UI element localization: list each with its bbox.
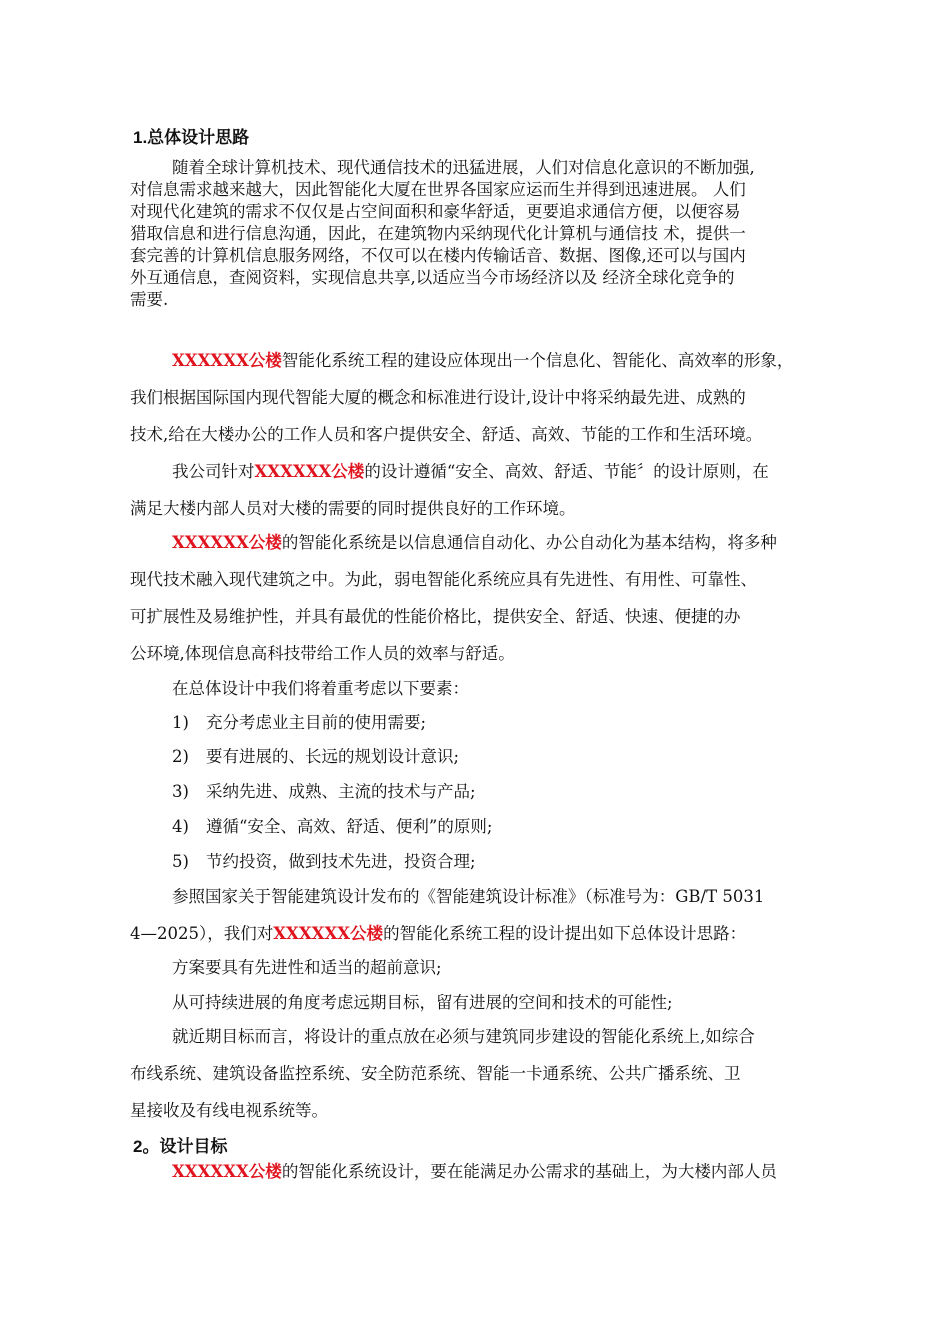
design-idea-sustainable: 从可持续进展的角度考虑远期目标，留有进展的空间和技术的可能性; — [172, 993, 673, 1012]
text-line: 现代技术融入现代建筑之中。为此，弱电智能化系统应具有先进性、有用性、可靠性、 — [130, 570, 757, 589]
text-line: XXXXXX公楼的智能化系统是以信息通信自动化、办公自动化为基本结构，将多种 — [172, 533, 777, 552]
section-1-heading: 1.总体设计思路 — [133, 128, 250, 147]
list-item: 5) 节约投资，做到技术先进，投资合理; — [172, 852, 476, 871]
text-line: XXXXXX公楼智能化系统工程的建设应体现出一个信息化、智能化、高效率的形象， — [172, 351, 794, 370]
text-line: 就近期目标而言，将设计的重点放在必须与建筑同步建设的智能化系统上,如综合 — [172, 1027, 755, 1046]
text-line: 技术,给在大楼办公的工作人员和客户提供安全、舒适、高效、节能的工作和生活环境。 — [130, 425, 763, 444]
text-line: 对信息需求越来越大，因此智能化大厦在世界各国家应运而生并得到迅速进展。 人们 — [130, 180, 746, 199]
text-line: 猎取信息和进行信息沟通，因此，在建筑物内采纳现代化计算机与通信技 术，提供一 — [130, 224, 746, 243]
paragraph-project-goal — [130, 342, 852, 453]
text-line: 布线系统、建筑设备监控系统、安全防范系统、智能一卡通系统、公共广播系统、卫 — [130, 1064, 741, 1083]
text-line: 参照国家关于智能建筑设计发布的《智能建筑设计标准》（标准号为：GB/T 5031 — [172, 887, 765, 906]
text-line: 外互通信息，查阅资料，实现信息共享,以适应当今市场经济以及 经济全球化竞争的 — [130, 268, 735, 287]
project-name: XXXXXX公楼 — [172, 1162, 282, 1181]
paragraph-intro — [130, 157, 852, 311]
project-name: XXXXXX公楼 — [254, 462, 365, 481]
project-name: XXXXXX公楼 — [172, 533, 282, 552]
list-item: 2) 要有进展的、长远的规划设计意识; — [172, 747, 460, 766]
text-line: 4—2025），我们对XXXXXX公楼的智能化系统工程的设计提出如下总体设计思路： — [130, 924, 747, 943]
section-2-heading: 2。设计目标 — [133, 1137, 228, 1156]
design-idea-advanced: 方案要具有先进性和适当的超前意识; — [172, 958, 442, 977]
paragraph-design-principle — [130, 453, 852, 527]
text-line: 我们根据国际国内现代智能大厦的概念和标准进行设计,设计中将采纳最先进、成熟的 — [130, 388, 746, 407]
list-item: 3) 采纳先进、成熟、主流的技术与产品; — [172, 782, 476, 801]
text-line: 套完善的计算机信息服务网络，不仅可以在楼内传输话音、数据、图像,还可以与国内 — [130, 246, 746, 265]
text-line: 对现代化建筑的需求不仅仅是占空间面积和豪华舒适，更要追求通信方便，以便容易 — [130, 202, 741, 221]
text-line: 星接收及有线电视系统等。 — [130, 1101, 328, 1120]
project-name: XXXXXX公楼 — [172, 351, 282, 370]
paragraph-design-goal: XXXXXX公楼的智能化系统设计，要在能满足办公需求的基础上，为大楼内部人员 — [172, 1162, 777, 1181]
project-name: XXXXXX公楼 — [273, 924, 384, 943]
paragraph-near-term — [130, 1018, 852, 1129]
text-line: 可扩展性及易维护性，并具有最优的性能价格比，提供安全、舒适、快速、便捷的办 — [130, 607, 741, 626]
text-line: 随着全球计算机技术、现代通信技术的迅猛进展，人们对信息化意识的不断加强, — [172, 158, 755, 177]
text-line: 需要. — [130, 290, 169, 309]
text-line: 我公司针对XXXXXX公楼的设计遵循“安全、高效、舒适、节能〞的设计原则，在 — [172, 462, 769, 481]
list-item: 1) 充分考虑业主目前的使用需要; — [172, 713, 427, 732]
text-line: 公环境,体现信息高科技带给工作人员的效率与舒适。 — [130, 644, 515, 663]
paragraph-standard-reference — [130, 878, 852, 952]
list-intro: 在总体设计中我们将着重考虑以下要素： — [172, 679, 469, 698]
text-line: 满足大楼内部人员对大楼的需要的同时提供良好的工作环境。 — [130, 499, 576, 518]
paragraph-system-structure — [130, 524, 852, 672]
list-item: 4) 遵循“安全、高效、舒适、便利”的原则; — [172, 817, 493, 836]
